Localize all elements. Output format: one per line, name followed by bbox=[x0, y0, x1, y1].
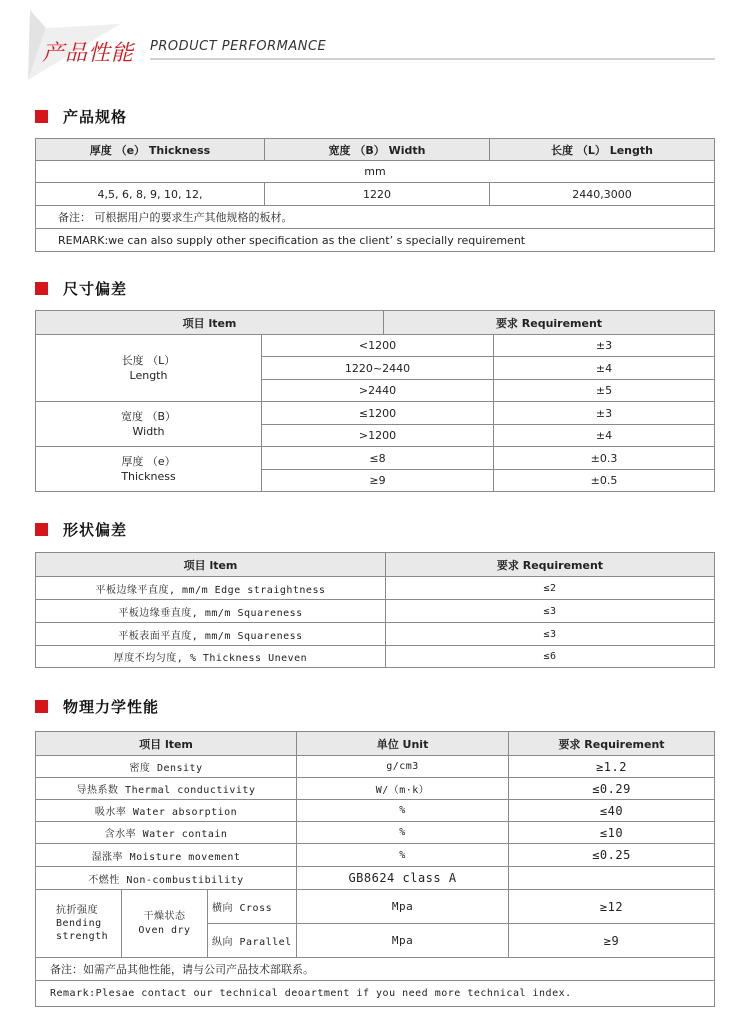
spec-col-length: 长度 （L） Length bbox=[490, 139, 715, 161]
table-row bbox=[36, 600, 715, 623]
physical-req-cell: ≥1.2 bbox=[509, 756, 715, 778]
spec-thickness-values: 4,5, 6, 8, 9, 10, 12, bbox=[36, 183, 265, 206]
table-row bbox=[36, 335, 715, 357]
table-row bbox=[36, 623, 715, 646]
section-spec-header bbox=[35, 106, 127, 126]
physical-unit-cell: W/（m·k） bbox=[297, 778, 509, 800]
tolerance-cell: ±4 bbox=[494, 357, 715, 380]
header-divider bbox=[150, 58, 715, 60]
shape-req-cell: ≤3 bbox=[386, 623, 715, 646]
bending-unit-parallel: Mpa bbox=[297, 924, 509, 958]
physical-unit-cell: % bbox=[297, 844, 509, 867]
table-row bbox=[36, 183, 715, 206]
shape-req-cell: ≤2 bbox=[386, 577, 715, 600]
shape-req-cell: ≤6 bbox=[386, 646, 715, 668]
spec-note-en: REMARK:we can also supply other specification as the client’ s specially requirement bbox=[36, 229, 715, 252]
table-row bbox=[36, 822, 715, 844]
table-row bbox=[36, 402, 715, 425]
bending-req-parallel: ≥9 bbox=[509, 924, 715, 958]
table-row bbox=[36, 756, 715, 778]
tolerance-cell: ±0.5 bbox=[494, 470, 715, 492]
bending-req-cross: ≥12 bbox=[509, 890, 715, 924]
tolerance-cell: ±5 bbox=[494, 380, 715, 402]
range-cell: ≤8 bbox=[262, 447, 494, 470]
group-label-cn: 厚度 （e） bbox=[121, 455, 176, 468]
shape-table bbox=[35, 552, 715, 668]
shape-item-cell: 平板边缘垂直度, mm/m Squareness bbox=[36, 600, 386, 623]
table-row bbox=[36, 206, 715, 229]
table-row bbox=[36, 981, 715, 1007]
physical-col-req: 要求 Requirement bbox=[509, 732, 715, 756]
dimension-table bbox=[35, 310, 715, 492]
table-row bbox=[36, 867, 715, 890]
condition-en: Oven dry bbox=[138, 924, 191, 936]
tolerance-cell: ±3 bbox=[494, 335, 715, 357]
group-label-cn: 长度 （L） bbox=[121, 354, 176, 367]
shape-col-item: 项目 ltem bbox=[36, 553, 386, 577]
group-label-en: Thickness bbox=[121, 470, 176, 483]
group-label-en: Length bbox=[129, 369, 168, 382]
range-cell: <1200 bbox=[262, 335, 494, 357]
shape-item-cell: 厚度不均匀度, % Thickness Uneven bbox=[36, 646, 386, 668]
physical-req-cell: ≤0.29 bbox=[509, 778, 715, 800]
spec-col-width: 宽度 （B） Width bbox=[265, 139, 490, 161]
bending-label-en2: strength bbox=[56, 931, 109, 942]
table-row bbox=[36, 844, 715, 867]
physical-req-cell: ≤10 bbox=[509, 822, 715, 844]
physical-note-cn: 备注：如需产品其他性能，请与公司产品技术部联系。 bbox=[36, 958, 715, 981]
table-row bbox=[36, 161, 715, 183]
tolerance-cell: ±4 bbox=[494, 425, 715, 447]
tolerance-cell: ±0.3 bbox=[494, 447, 715, 470]
bending-cross: 横向 Cross bbox=[208, 890, 297, 924]
bending-condition bbox=[122, 890, 208, 958]
physical-item-cell: 湿涨率 Moisture movement bbox=[36, 844, 297, 867]
dimension-group-width bbox=[36, 402, 262, 447]
table-row bbox=[36, 553, 715, 577]
table-row bbox=[36, 577, 715, 600]
dimension-col-item: 项目 ltem bbox=[36, 311, 384, 335]
physical-note-en: Remark:Plesae contact our technical deoartment if you need more technical index. bbox=[36, 981, 715, 1007]
physical-req-cell: ≤40 bbox=[509, 800, 715, 822]
shape-req-cell: ≤3 bbox=[386, 600, 715, 623]
physical-item-cell: 含水率 Water contain bbox=[36, 822, 297, 844]
table-row bbox=[36, 311, 715, 335]
dimension-col-req: 要求 Requirement bbox=[384, 311, 715, 335]
range-cell: >1200 bbox=[262, 425, 494, 447]
physical-table bbox=[35, 731, 715, 1007]
shape-item-cell: 平板边缘平直度, mm/m Edge straightness bbox=[36, 577, 386, 600]
physical-req-cell bbox=[509, 867, 715, 890]
physical-col-item: 项目 ltem bbox=[36, 732, 297, 756]
physical-unit-cell: GB8624 class A bbox=[297, 867, 509, 890]
table-row bbox=[36, 229, 715, 252]
bending-strength-label bbox=[36, 890, 122, 958]
shape-item-cell: 平板表面平直度, mm/m Squareness bbox=[36, 623, 386, 646]
red-square-icon bbox=[35, 110, 48, 123]
bending-parallel: 纵向 Parallel bbox=[208, 924, 297, 958]
physical-unit-cell: % bbox=[297, 822, 509, 844]
physical-item-cell: 吸水率 Water absorption bbox=[36, 800, 297, 822]
spec-length-values: 2440,3000 bbox=[490, 183, 715, 206]
table-row bbox=[36, 890, 715, 924]
table-row bbox=[36, 139, 715, 161]
physical-unit-cell: g/cm3 bbox=[297, 756, 509, 778]
physical-item-cell: 导热系数 Thermal conductivity bbox=[36, 778, 297, 800]
range-cell: 1220~2440 bbox=[262, 357, 494, 380]
shape-col-req: 要求 Requirement bbox=[386, 553, 715, 577]
physical-req-cell: ≤0.25 bbox=[509, 844, 715, 867]
range-cell: ≥9 bbox=[262, 470, 494, 492]
spec-unit: mm bbox=[36, 161, 715, 183]
spec-width-values: 1220 bbox=[265, 183, 490, 206]
table-row bbox=[36, 778, 715, 800]
table-row bbox=[36, 447, 715, 470]
bending-label-cn: 抗折强度 bbox=[56, 905, 98, 916]
section-physical-title: 物理力学性能 bbox=[63, 697, 160, 716]
table-row bbox=[36, 800, 715, 822]
physical-item-cell: 不燃性 Non-combustibility bbox=[36, 867, 297, 890]
table-row bbox=[36, 646, 715, 668]
table-row bbox=[36, 732, 715, 756]
red-square-icon bbox=[35, 523, 48, 536]
table-row bbox=[36, 958, 715, 981]
range-cell: ≤1200 bbox=[262, 402, 494, 425]
red-square-icon bbox=[35, 700, 48, 713]
section-spec-title: 产品规格 bbox=[63, 107, 128, 126]
red-square-icon bbox=[35, 282, 48, 295]
physical-unit-cell: % bbox=[297, 800, 509, 822]
tolerance-cell: ±3 bbox=[494, 402, 715, 425]
dimension-group-length bbox=[36, 335, 262, 402]
spec-note-cn: 备注： 可根据用户的要求生产其他规格的板材。 bbox=[36, 206, 715, 229]
section-shape-title: 形状偏差 bbox=[63, 520, 128, 539]
dimension-group-thickness bbox=[36, 447, 262, 492]
spec-table bbox=[35, 138, 715, 252]
condition-cn: 干燥状态 bbox=[143, 910, 186, 922]
group-label-en: Width bbox=[132, 425, 165, 438]
section-dimension-header bbox=[35, 278, 127, 298]
section-dimension-title: 尺寸偏差 bbox=[63, 279, 128, 298]
page-subtitle: PRODUCT PERFORMANCE bbox=[150, 39, 327, 54]
spec-col-thickness: 厚度 （e） Thickness bbox=[36, 139, 265, 161]
page-title: 产品性能 bbox=[42, 41, 135, 66]
bending-label-en1: Bending bbox=[56, 918, 102, 929]
section-physical-header bbox=[35, 696, 159, 716]
group-label-cn: 宽度 （B） bbox=[120, 410, 177, 423]
bending-unit-cross: Mpa bbox=[297, 890, 509, 924]
range-cell: >2440 bbox=[262, 380, 494, 402]
section-shape-header bbox=[35, 519, 127, 539]
physical-col-unit: 单位 Unit bbox=[297, 732, 509, 756]
physical-item-cell: 密度 Density bbox=[36, 756, 297, 778]
